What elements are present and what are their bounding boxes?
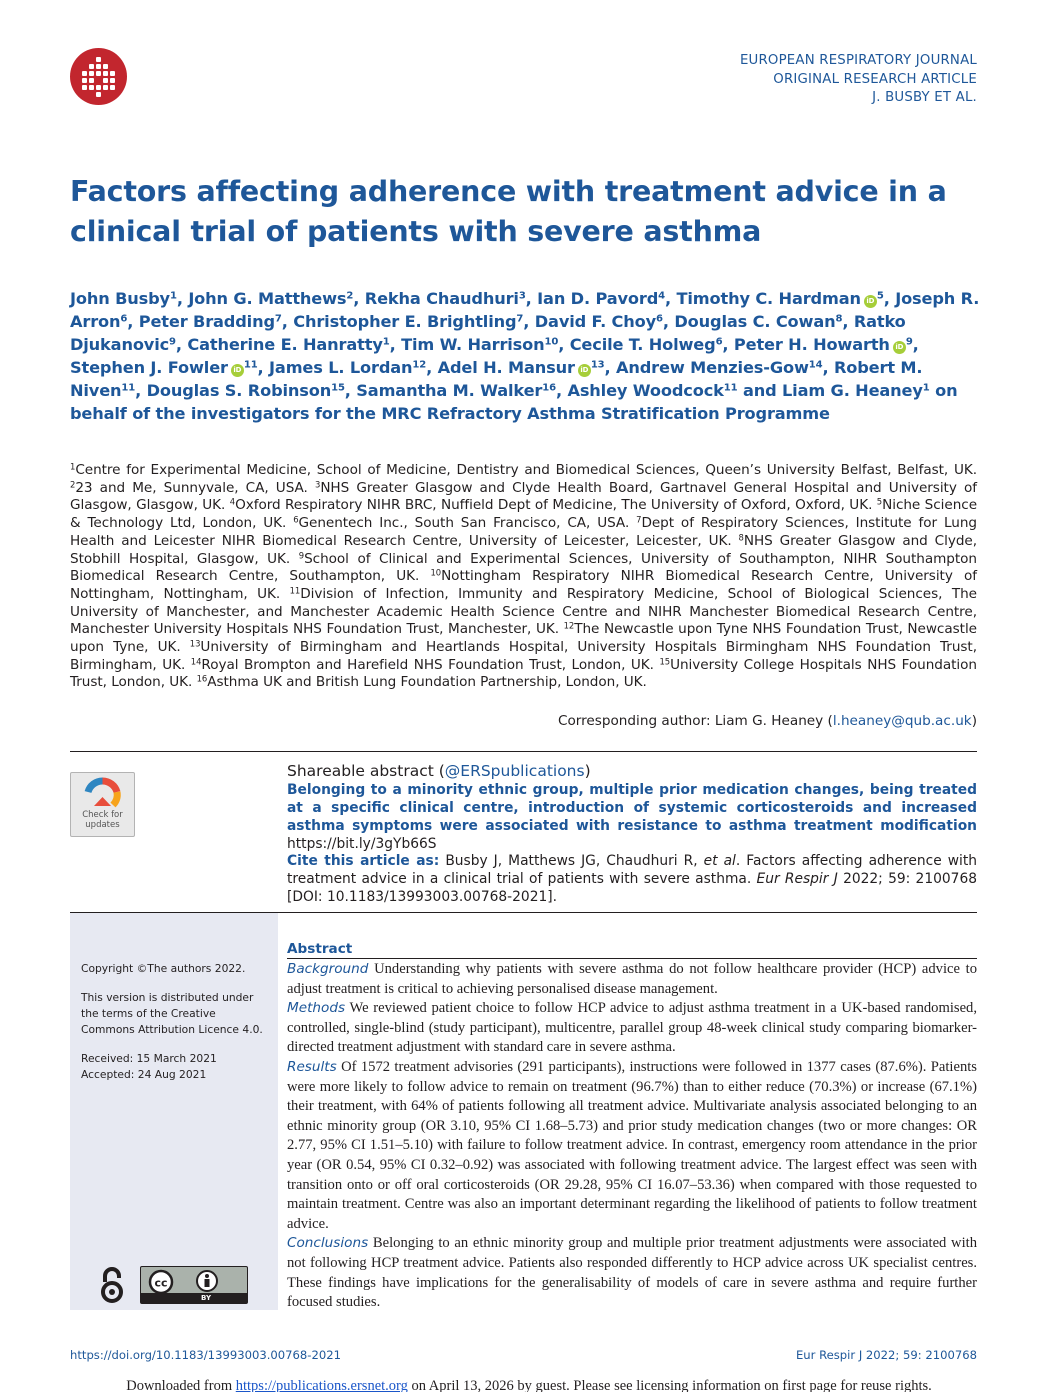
author-affiliation-number: 1 <box>382 336 390 348</box>
author-name: Liam G. Heaney <box>782 381 923 400</box>
shareable-text: Belonging to a minority ethnic group, multiple prior medication changes, being treated at a specific clinical centre, introduction of systemic corticosteroids and increased asthma symptoms were associated with resistance to asthma treatment modification https://bit.ly/3gYb66S <box>287 782 977 852</box>
author-affiliation-number: 4 <box>658 290 665 302</box>
abstract-section-text: Belonging to an ethnic minority group and multiple prior treatment adjustments were associated with not following HCP treatment advice. Patients also responded differently to HCP advice across UK specialist centres. These findings have implications for the generalisability of models of care in severe asthma and require further focused studies. <box>287 1235 977 1311</box>
footer-doi-link[interactable]: https://doi.org/10.1183/13993003.00768-2021 <box>70 1348 341 1362</box>
author-name: Peter Bradding <box>138 312 275 331</box>
orcid-icon[interactable]: iD <box>864 295 877 308</box>
author-affiliation-number: 6 <box>715 336 723 348</box>
author-list: John Busby$^1$, John G. Matthews$^2$, Rekha Chaudhuri$^3$, Ian D. Pavord$^4$, Timothy C. Hardman iD $^5$, Joseph R. Arron$^6$, Peter Bradding$^7$, Christopher E. Brightling$^7$, David F. Choy$^6$, Douglas C. Cowan$^8$, Ratko Djukanovic$^9$, Catherine E. Hanratty$^1$, Tim W. Harrison$^{10}$, Cecile T. Holweg$^6$, Peter H. Howarth iD $^9$, Stephen J. Fowler iD $^{11}$, James L. Lordan$^{12}$, Adel H. Mansur iD $^{13}$, Andrew Menzies-Gow$^{14}$, Robert M. Niven$^{11}$, Douglas S. Robinson$^{15}$, Samantha M. Walker$^{16}$, Ashley Woodcock$^{11}$ and Liam G. Heaney$^1$ on behalf of the investigators for the MRC Refractory Asthma Stratification Programme <box>70 289 980 423</box>
author-affiliation-number: 11 <box>243 359 258 371</box>
abstract-section-text: Of 1572 treatment advisories (291 participants), instructions were followed in 1377 cases (87.6%). Patients were more likely to follow advice to remain on treatment (96.7%) than to either reduce (70.3%) or increase (67.1%) their treatment, with 64% of patients following all treatment advice. Multivariate analysis associated belonging to an ethnic minority group (OR 3.10, 95% CI 1.68–5.73) and prior study medication changes (two or more changes: OR 2.77, 95% CI 1.51–5.10) with failure to follow treatment advice. In contrast, emergency room attendance in the prior year (OR 0.54, 95% CI 0.32–0.92) was associated with following treatment advice. The largest effect was seen with transition onto or off oral corticosteroids (OR 29.28, 95% CI 16.07–53.36) when compared with those requested to maintain treatment. Centre was also an important determinant regarding the likelihood of patients to follow treatment advice. <box>287 1058 977 1232</box>
affiliation: $^1$Centre for Experimental Medicine, School of Medicine, Dentistry and Biomedical Sciences, Queen’s University Belfast, Belfast, UK. <box>70 461 977 478</box>
author-affiliation-number: 15 <box>331 382 345 394</box>
author-name: Rekha Chaudhuri <box>364 289 519 308</box>
affiliation: $^7$Dept of Respiratory Sciences, Institute for Lung Health and Leicester NIHR Biomedical Research Centre, University of Leicester, Leicester, UK. <box>70 514 977 549</box>
author-affiliation-number: 7 <box>516 313 524 325</box>
author-name: Timothy C. Hardman <box>676 289 861 308</box>
author-name: Joseph R. Arron <box>70 289 980 331</box>
author-affiliation-number: 5 <box>876 290 884 302</box>
author-affiliation-number: 1 <box>169 290 177 302</box>
author-name: David F. Choy <box>534 312 657 331</box>
author-name: Ian D. Pavord <box>537 289 659 308</box>
affiliation: $^{13}$University of Birmingham and Heartlands Hospital, University Hospitals Birmingham NHS Foundation Trust, Birmingham, UK. <box>70 638 977 673</box>
author-name: Cecile T. Holweg <box>569 335 716 354</box>
shareable-abstract <box>287 762 977 853</box>
author-affiliation-number: 3 <box>518 290 526 302</box>
author-affiliation-number: 7 <box>274 313 282 325</box>
affiliation: $^5$Niche Science & Technology Ltd, London, UK. <box>70 496 978 532</box>
orcid-icon[interactable]: iD <box>578 364 591 377</box>
author-name: Catherine E. Hanratty <box>187 335 383 354</box>
abstract-section <box>287 999 977 1058</box>
author-name: James L. Lordan <box>269 358 413 377</box>
author-affiliation-number: 2 <box>346 290 354 302</box>
affiliation: $^9$School of Clinical and Experimental Sciences, University of Southampton, NIHR Southampton Biomedical Research Centre, Southampton, UK. <box>70 549 977 585</box>
abstract <box>287 940 977 1313</box>
author-affiliation-number: 14 <box>808 359 823 371</box>
author-affiliation-number: 13 <box>590 359 605 371</box>
open-access-icon <box>98 1266 126 1304</box>
abstract-section-label: Methods <box>287 1000 346 1017</box>
author-name: Andrew Menzies-Gow <box>615 358 809 377</box>
abstract-section <box>287 960 977 999</box>
corresponding-email-link[interactable]: l.heaney@qub.ac.uk <box>832 713 972 729</box>
author-affiliation-number: 9 <box>169 336 176 348</box>
abstract-section-label: Background <box>287 961 369 977</box>
abstract-section-label: Conclusions <box>287 1235 369 1252</box>
affiliation: $^8$NHS Greater Glasgow and Clyde, Stobhill Hospital, Glasgow, UK. <box>70 532 977 567</box>
affiliation: $^{10}$Nottingham Respiratory NIHR Biomedical Research Centre, University of Nottingham, Nottingham, UK. <box>70 567 977 602</box>
divider <box>70 751 977 752</box>
copyright: Copyright ©The authors 2022. <box>81 962 246 975</box>
abstract-section <box>287 1058 977 1234</box>
author-affiliation-number: 8 <box>835 313 843 325</box>
author-affiliation-number: 6 <box>656 313 663 325</box>
affiliation: $^{11}$Division of Infection, Immunity and Respiratory Medicine, School of Biological Sciences, The University of Manchester, and Manchester Academic Health Science Centre and NIHR Manchester Biomedical Research Centre, Manchester University Hospitals NHS Foundation Trust, Manchester, UK. <box>70 585 977 638</box>
dates: Received: 15 March 2021 Accepted: 24 Aug 2021 <box>81 1052 217 1081</box>
check-for-updates-label: Check for updates <box>82 810 123 830</box>
author-name: Ratko Djukanovic <box>70 312 906 354</box>
ers-logo-icon <box>70 48 127 105</box>
download-notice: Downloaded from https://publications.ersnet.org on April 13, 2026 by guest. Please see licensing information on first page for reuse rights. <box>126 1378 932 1392</box>
authors-suffix: on behalf of the investigators for the MRC Refractory Asthma Stratification Programme <box>70 381 958 423</box>
check-for-updates-button[interactable] <box>70 772 135 837</box>
twitter-handle-link[interactable]: @ERSpublications <box>444 762 585 780</box>
author-affiliation-number: 1 <box>922 382 930 394</box>
author-affiliation-number: 16 <box>542 382 556 394</box>
author-affiliation-number: 12 <box>412 359 427 371</box>
corresponding-author: Corresponding author: Liam G. Heaney (l.heaney@qub.ac.uk) <box>557 713 977 729</box>
svg-text:cc: cc <box>154 1276 168 1290</box>
abstract-section-label: Results <box>287 1058 337 1075</box>
affiliation: $^{15}$University College Hospitals NHS Foundation Trust, London, UK. <box>70 656 977 691</box>
author-name: Adel H. Mansur <box>437 358 575 377</box>
abstract-section-text: We reviewed patient choice to follow HCP advice to adjust asthma treatment in a UK-based randomised, controlled, single-blind (study participant), multicentre, parallel group 48-week clinical study comparing biomarker-directed treatment adjustment with standard care in severe asthma. <box>287 1000 977 1056</box>
abstract-heading: Abstract <box>287 940 977 959</box>
affiliation: $^{16}$Asthma UK and British Lung Foundation Partnership, London, UK. <box>196 673 647 691</box>
article-type: ORIGINAL RESEARCH ARTICLE <box>773 71 977 87</box>
shareable-url[interactable]: https://bit.ly/3gYb66S <box>287 836 437 852</box>
abstract-section <box>287 1234 977 1312</box>
journal-header <box>740 52 977 108</box>
running-authors: J. BUSBY ET AL. <box>872 90 977 105</box>
author-name: Tim W. Harrison <box>401 335 545 354</box>
author-name: Peter H. Howarth <box>733 335 890 354</box>
licence-note: This version is distributed under the terms of the Creative Commons Attribution Licence 4.0. <box>81 991 263 1036</box>
author-name: Douglas C. Cowan <box>674 312 836 331</box>
orcid-icon[interactable]: iD <box>231 364 244 377</box>
shareable-heading: Shareable abstract (@ERSpublications) <box>287 762 591 780</box>
check-for-updates-icon <box>71 775 134 815</box>
author-affiliation-number: 10 <box>544 336 559 348</box>
affiliation: $^3$NHS Greater Glasgow and Clyde Health Board, Gartnavel General Hospital and University of Glasgow, Glasgow, UK. <box>70 479 977 514</box>
journal-name: EUROPEAN RESPIRATORY JOURNAL <box>739 53 977 68</box>
author-affiliation-number: 9 <box>905 336 913 348</box>
author-name: Stephen J. Fowler <box>70 358 228 377</box>
affiliation: $^4$Oxford Respiratory NIHR BRC, Nuffield Dept of Medicine, The University of Oxford, Oxford, UK. <box>229 496 873 514</box>
cite-this-article: Cite this article as: Busby J, Matthews JG, Chaudhuri R, et al. Factors affecting adherence with treatment advice in a clinical trial of patients with severe asthma. Eur Respir J 2022; 59: 2100768 [DOI: 10.1183/13993003.00768-2021]. <box>287 853 978 905</box>
affiliations <box>70 462 977 692</box>
cite-label: Cite this article as: <box>287 853 440 869</box>
cc-by-label: BY <box>201 1294 212 1302</box>
author-name: John G. Matthews <box>188 289 347 308</box>
abstract-section-text: Understanding why patients with severe asthma do not follow healthcare provider (HCP) advice to adjust treatment is critical to achieving personalised disease management. <box>287 961 977 997</box>
orcid-icon[interactable]: iD <box>893 341 906 354</box>
author-affiliation-number: 11 <box>121 382 136 394</box>
author-name: John Busby <box>70 289 170 308</box>
affiliation: $^{14}$Royal Brompton and Harefield NHS Foundation Trust, London, UK. <box>190 656 654 673</box>
author-name: Douglas S. Robinson <box>146 381 332 400</box>
author-affiliation-number: 6 <box>120 313 128 325</box>
affiliation: $^2$23 and Me, Sunnyvale, CA, USA. <box>70 479 308 496</box>
author-affiliation-number: 11 <box>723 382 738 394</box>
affiliation: $^{12}$The Newcastle upon Tyne NHS Foundation Trust, Newcastle upon Tyne, UK. <box>70 620 977 656</box>
footer-citation: Eur Respir J 2022; 59: 2100768 <box>795 1348 977 1362</box>
article-info-sidebar <box>70 913 278 1310</box>
affiliation: $^6$Genentech Inc., South San Francisco, CA, USA. <box>293 514 630 532</box>
article-title: Factors affecting adherence with treatment advice in a clinical trial of patients with severe asthma <box>70 175 947 248</box>
author-name: Samantha M. Walker <box>356 381 543 400</box>
cc-by-icon[interactable] <box>140 1266 248 1304</box>
author-name: Ashley Woodcock <box>567 381 724 400</box>
author-name: Robert M. Niven <box>70 358 923 400</box>
author-name: Christopher E. Brightling <box>293 312 517 331</box>
ersnet-link[interactable]: https://publications.ersnet.org <box>235 1378 408 1392</box>
